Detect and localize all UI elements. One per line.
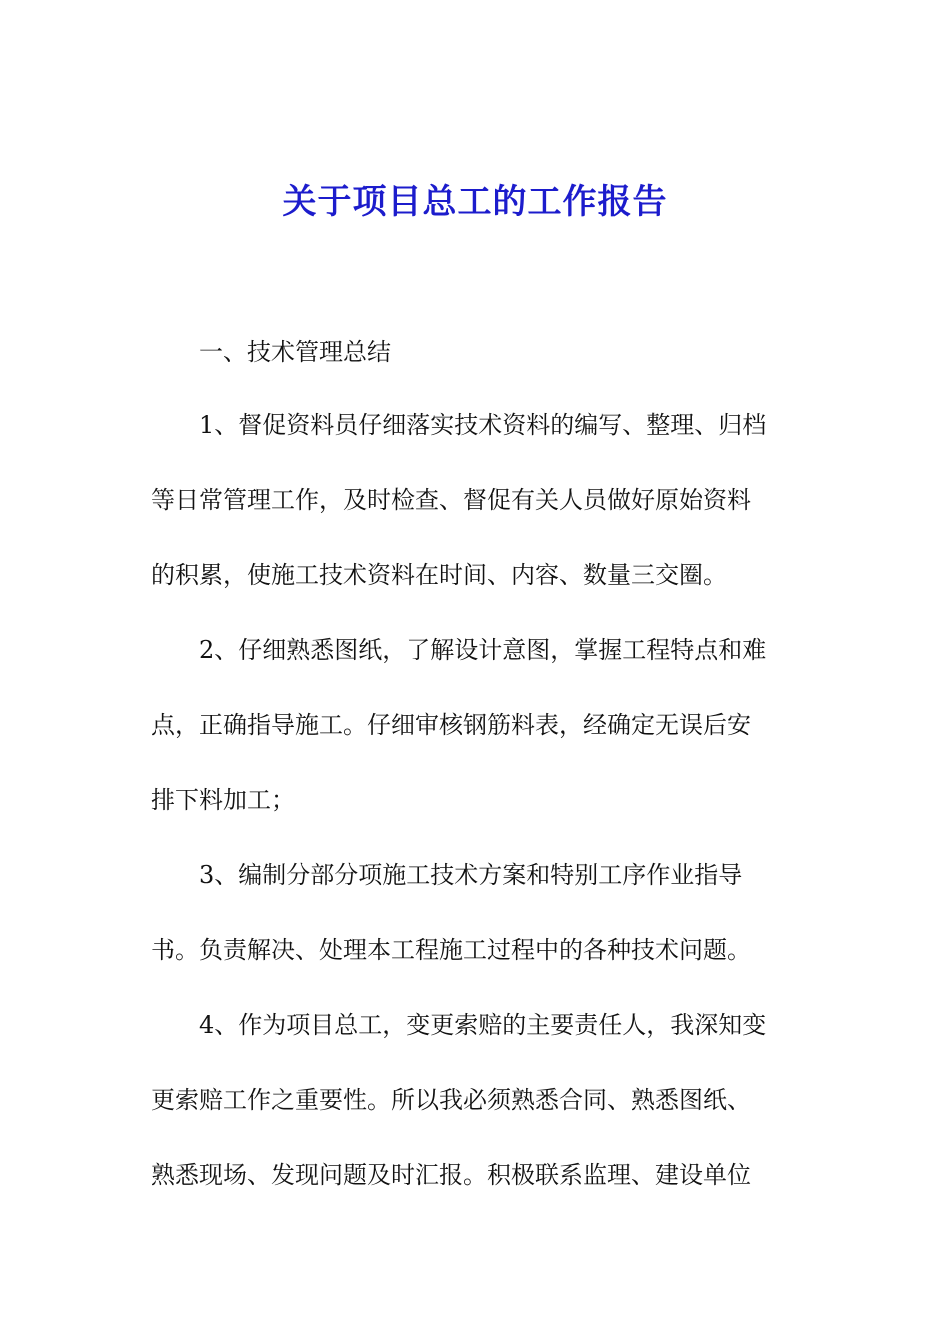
paragraph-line: 3、编制分部分项施工技术方案和特别工序作业指导	[199, 861, 743, 889]
paragraph-line: 点，正确指导施工。仔细审核钢筋料表，经确定无误后安	[151, 711, 751, 739]
section-heading: 一、技术管理总结	[199, 338, 391, 366]
paragraph-line: 书。负责解决、处理本工程施工过程中的各种技术问题。	[151, 936, 751, 964]
paragraph-line: 1、督促资料员仔细落实技术资料的编写、整理、归档	[199, 411, 767, 439]
paragraph-line: 熟悉现场、发现问题及时汇报。积极联系监理、建设单位	[151, 1161, 751, 1189]
paragraph-line: 2、仔细熟悉图纸，了解设计意图，掌握工程特点和难	[199, 636, 767, 664]
paragraph-line: 排下料加工；	[151, 786, 295, 814]
paragraph-line: 更索赔工作之重要性。所以我必须熟悉合同、熟悉图纸、	[151, 1086, 751, 1114]
paragraph-line: 的积累，使施工技术资料在时间、内容、数量三交圈。	[151, 561, 727, 589]
paragraph-line: 等日常管理工作，及时检查、督促有关人员做好原始资料	[151, 486, 751, 514]
paragraph-line: 4、作为项目总工，变更索赔的主要责任人，我深知变	[199, 1011, 767, 1039]
document-title: 关于项目总工的工作报告	[282, 182, 668, 222]
